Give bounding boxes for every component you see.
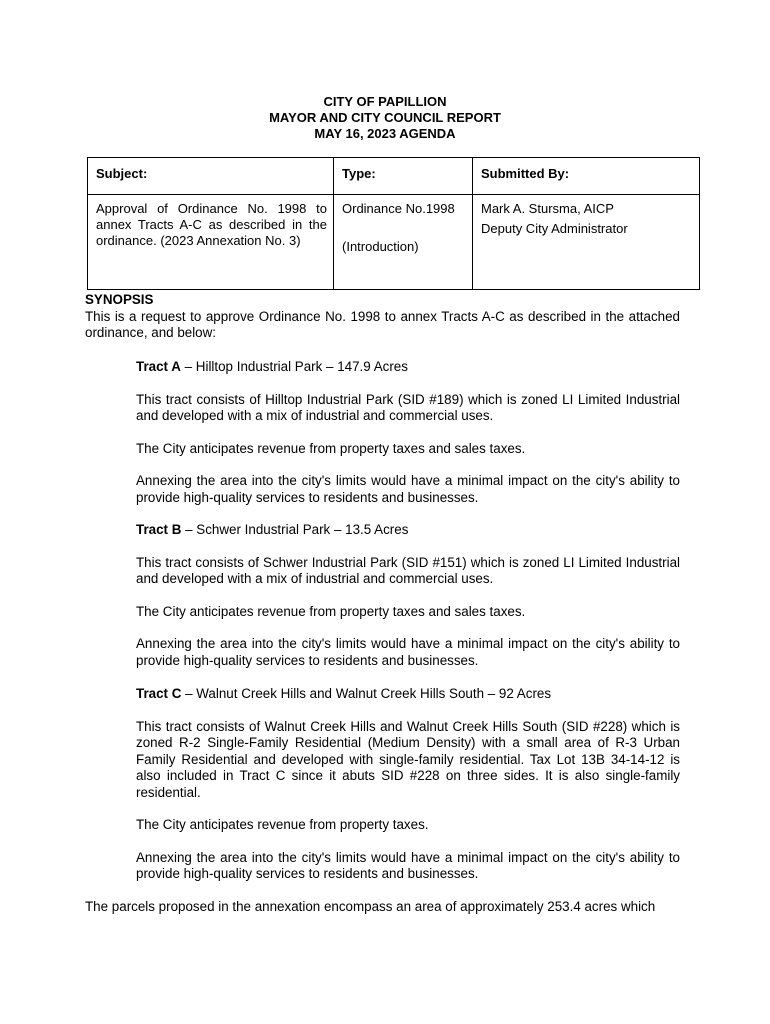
tract-c-heading [136, 686, 680, 703]
tract-c-revenue: The City anticipates revenue from property taxes. [136, 817, 429, 832]
tract-b-impact: Annexing the area into the city's limits would have a minimal impact on the city's ability to provide high-quality services to residents and businesses. [136, 636, 680, 668]
tract-a-revenue: The City anticipates revenue from property taxes and sales taxes. [136, 440, 526, 456]
tract-c-title: – Walnut Creek Hills and Walnut Creek Hills South – 92 Acres [181, 686, 552, 701]
tract-a-impact: Annexing the area into the city's limits would have a minimal impact on the city's ability to provide high-quality services to residents and businesses. [136, 473, 680, 505]
tract-a-description: This tract consists of Hilltop Industrial Park (SID #189) which is zoned LI Limited Industrial and developed with a mix of industrial and commercial uses. [136, 391, 680, 423]
tract-c-label: Tract C [136, 686, 182, 701]
city-name: CITY OF PAPILLION [323, 94, 447, 109]
synopsis-title: SYNOPSIS [85, 292, 154, 307]
report-header [85, 94, 685, 142]
subject-cell [88, 195, 334, 290]
tract-b-description: This tract consists of Schwer Industrial Park (SID #151) which is zoned LI Limited Industrial and developed with a mix of industrial and commercial uses. [136, 554, 680, 586]
tract-b-section [136, 522, 680, 669]
tract-a-section [136, 359, 680, 506]
tract-a-title: – Hilltop Industrial Park – 147.9 Acres [180, 359, 408, 374]
tract-b-title: – Schwer Industrial Park – 13.5 Acres [181, 522, 409, 537]
submitter-name: Mark A. Stursma, AICP [481, 201, 614, 216]
closing-paragraph: The parcels proposed in the annexation encompass an area of approximately 253.4 acres which [85, 899, 656, 914]
tract-c-description: This tract consists of Walnut Creek Hills and Walnut Creek Hills South (SID #228) which is zoned R-2 Single-Family Residential (Medium Density) with a small area of R-3 Urban Family Residential and developed with single-family residential. Tax Lot 13B 34-14-12 is also included in Tract C since it abuts SID #228 on three sides. It is also single-family residential. [136, 718, 680, 800]
type-cell [334, 195, 473, 290]
report-title: MAYOR AND CITY COUNCIL REPORT [269, 110, 501, 125]
agenda-date: MAY 16, 2023 AGENDA [314, 126, 456, 141]
tract-a-label: Tract A [136, 359, 181, 374]
tract-a-heading [136, 359, 680, 376]
tract-c-impact: Annexing the area into the city's limits would have a minimal impact on the city's ability to provide high-quality services to residents and businesses. [136, 849, 680, 881]
type-introduction: (Introduction) [342, 239, 419, 254]
subject-text: Approval of Ordinance No. 1998 to annex Tracts A-C as described in the ordinance. (2023 Annexation No. 3) [96, 201, 327, 248]
tract-b-label: Tract B [136, 522, 182, 537]
subject-header: Subject: [88, 158, 334, 195]
tract-b-heading [136, 522, 680, 539]
type-header: Type: [334, 158, 473, 195]
submitter-title: Deputy City Administrator [481, 221, 628, 236]
submitted-by-cell [473, 195, 700, 290]
submitted-by-header: Submitted By: [473, 158, 700, 195]
tract-b-revenue: The City anticipates revenue from property taxes and sales taxes. [136, 603, 526, 619]
tract-c-section [136, 686, 680, 883]
report-info-table [87, 157, 700, 290]
synopsis-intro: This is a request to approve Ordinance No. 1998 to annex Tracts A-C as described in the attached ordinance, and below: [85, 308, 680, 340]
type-ordinance: Ordinance No.1998 [342, 201, 455, 216]
synopsis-section [85, 292, 680, 342]
